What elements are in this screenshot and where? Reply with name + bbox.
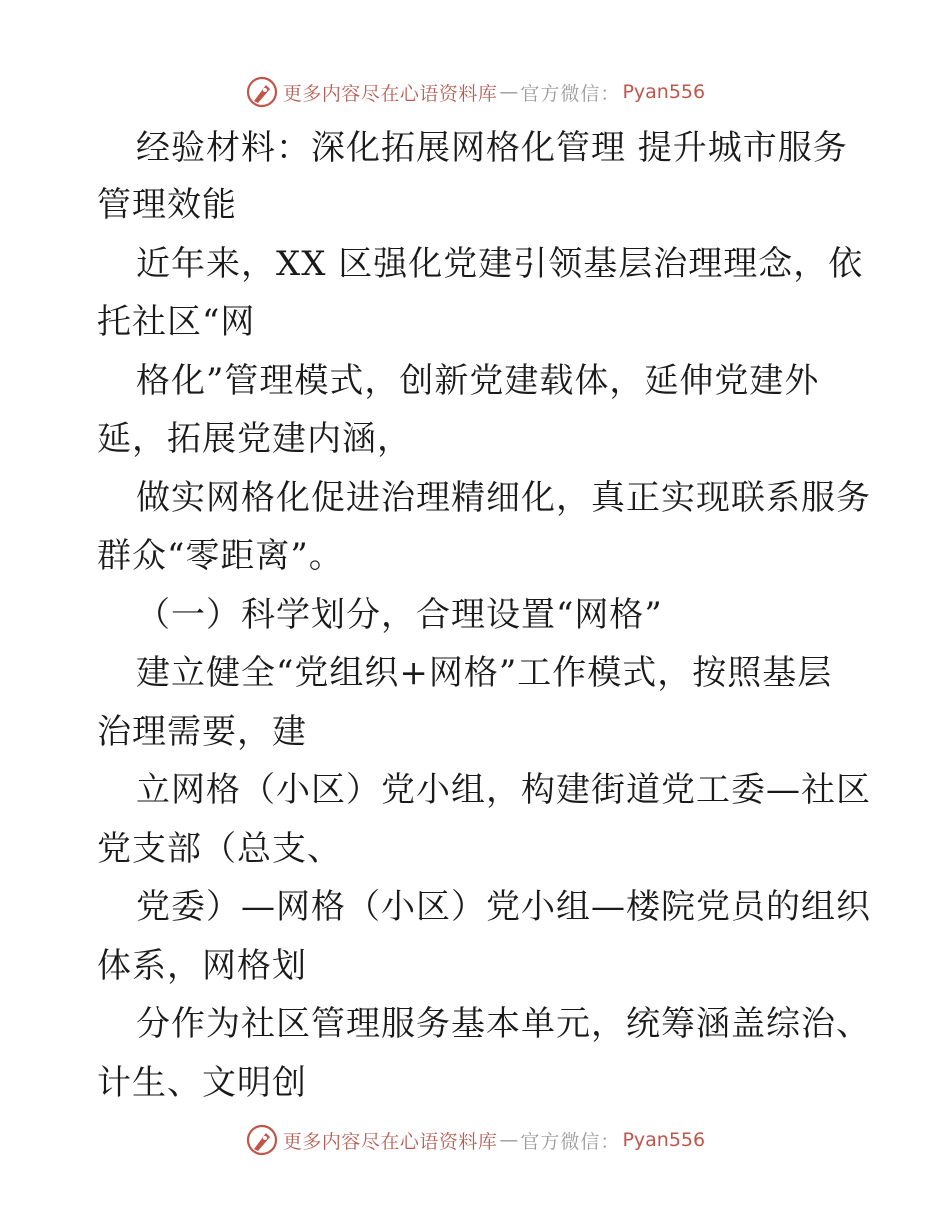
paragraph-line: 立网格（小区）党小组，构建街道党工委—社区 bbox=[136, 770, 871, 810]
watermark-text: 更多内容尽在心语资料库 bbox=[282, 82, 498, 105]
watermark-wechat-id: Pyan556 bbox=[622, 81, 706, 103]
paragraph-line: 体系，网格划 bbox=[97, 946, 307, 986]
watermark-text: 更多内容尽在心语资料库 bbox=[282, 1130, 498, 1153]
paragraph-line: 党委）—网格（小区）党小组—楼院党员的组织 bbox=[136, 887, 871, 927]
paragraph-line: 群众“零距离”。 bbox=[97, 536, 344, 576]
paragraph-line: 计生、文明创 bbox=[97, 1063, 307, 1103]
paragraph-line: 分作为社区管理服务基本单元，统筹涵盖综治、 bbox=[136, 1004, 871, 1044]
pen-nib-logo-icon bbox=[245, 1123, 279, 1157]
watermark-wechat-id: Pyan556 bbox=[622, 1129, 706, 1151]
paragraph-line: 治理需要，建 bbox=[97, 712, 307, 752]
paragraph-line: 近年来，XX 区强化党建引领基层治理理念，依 bbox=[136, 244, 864, 284]
document-title-line-1: 经验材料：深化拓展网格化管理 提升城市服务 bbox=[136, 128, 848, 168]
paragraph-line: 党支部（总支、 bbox=[97, 829, 342, 869]
watermark-footer bbox=[0, 1120, 950, 1160]
watermark-official-label: 官方微信： bbox=[520, 1130, 621, 1153]
paragraph-line: 做实网格化促进治理精细化，真正实现联系服务 bbox=[136, 478, 871, 518]
paragraph-line: 托社区“网 bbox=[97, 302, 256, 342]
paragraph-line: 延，拓展党建内涵， bbox=[97, 419, 412, 459]
paragraph-line: 建立健全“党组织+网格”工作模式，按照基层 bbox=[136, 653, 833, 693]
document-title-line-2: 管理效能 bbox=[97, 185, 237, 225]
watermark-dash: — bbox=[499, 81, 519, 103]
watermark-dash: — bbox=[499, 1129, 519, 1151]
section-heading: （一）科学划分，合理设置“网格” bbox=[136, 595, 663, 635]
paragraph-line: 格化”管理模式，创新党建载体，延伸党建外 bbox=[136, 361, 820, 401]
watermark-official-label: 官方微信： bbox=[520, 82, 621, 105]
